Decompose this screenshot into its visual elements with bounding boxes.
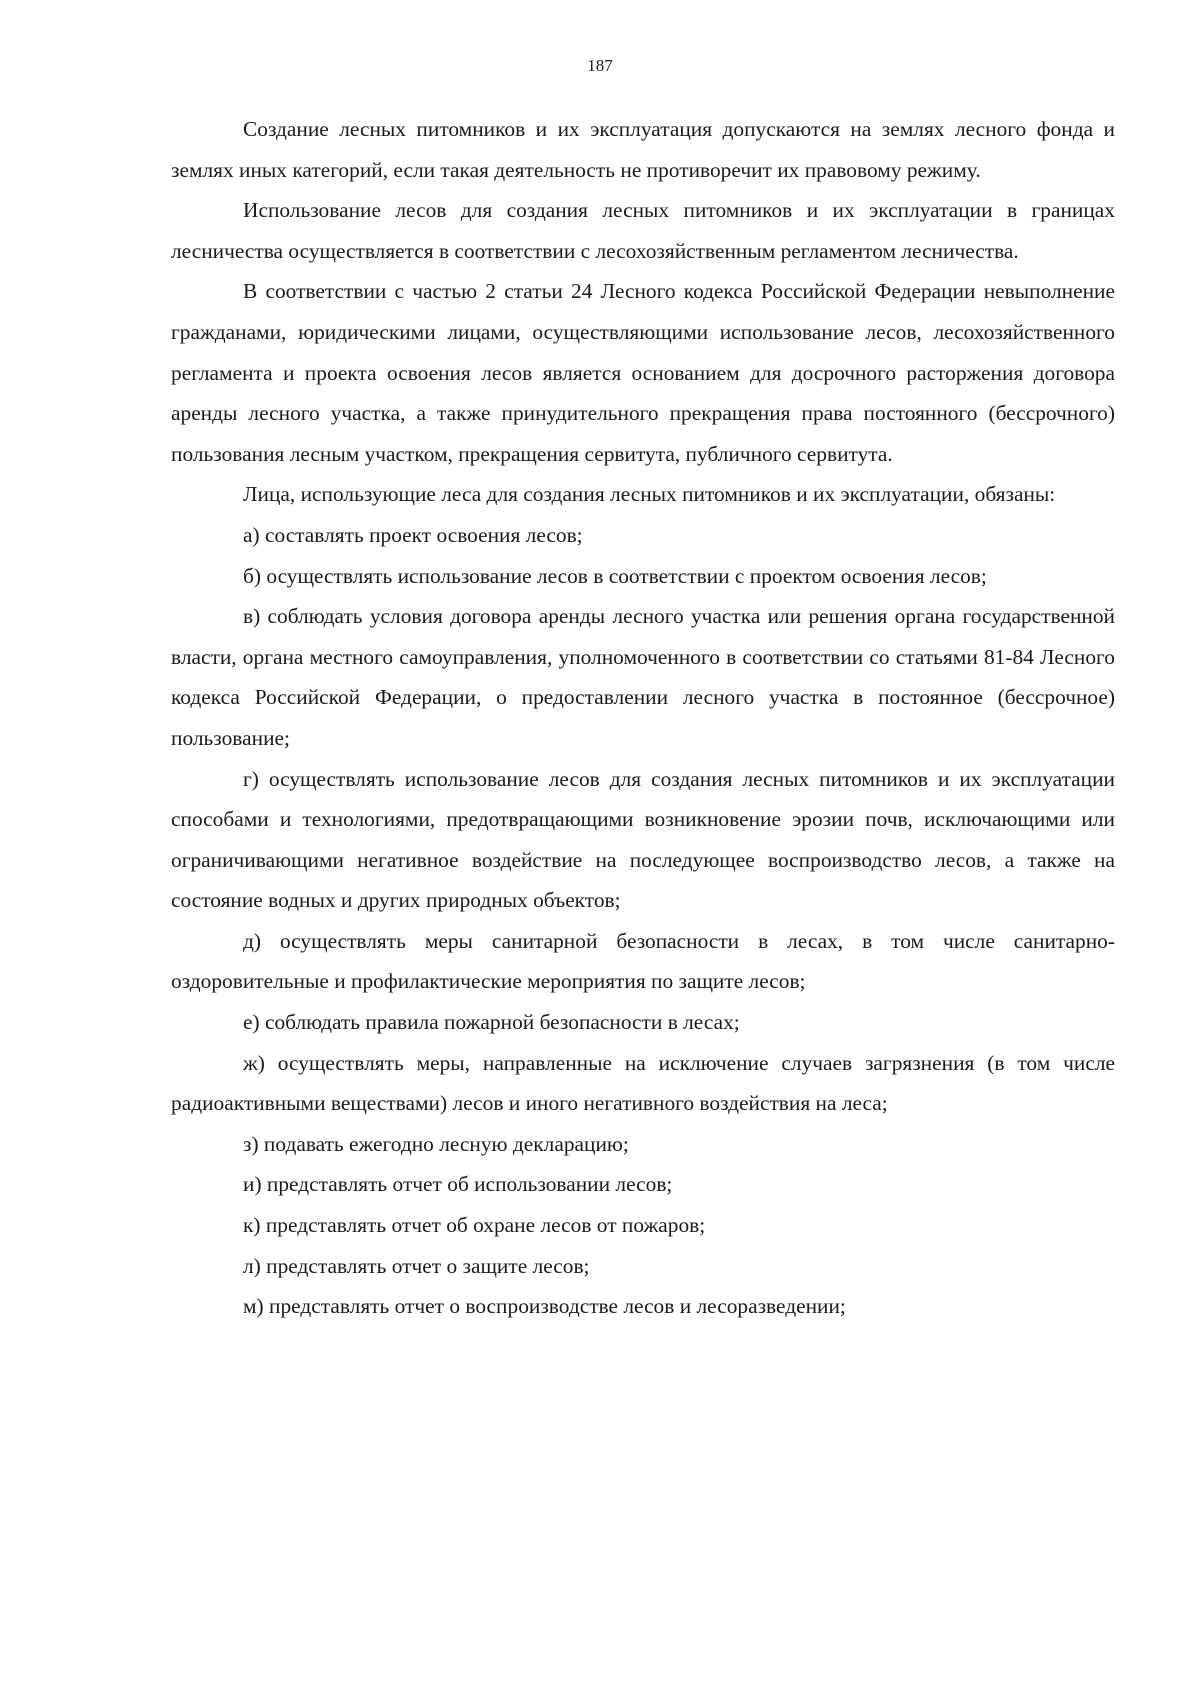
list-item-l: л) представлять отчет о защите лесов; — [243, 1253, 590, 1278]
paragraph-forest-use-regulation: Использование лесов для создания лесных питомников и их эксплуатации в границах лесничества осуществляется в соответствии с лесохозяйственным регламентом лесничества. — [171, 198, 1115, 263]
list-item-b: б) осуществлять использование лесов в соответствии с проектом освоения лесов; — [243, 563, 987, 588]
paragraph-obligations-intro: Лица, использующие леса для создания лесных питомников и их эксплуатации, обязаны: — [243, 482, 1056, 507]
list-item-zh: ж) осуществлять меры, направленные на исключение случаев загрязнения (в том числе радиоактивными веществами) лесов и иного негативного воздействия на леса; — [171, 1050, 1115, 1116]
list-item-k: к) представлять отчет об охране лесов от пожаров; — [243, 1213, 706, 1238]
page-number: 187 — [587, 56, 613, 75]
paragraph-forest-code-article-24: В соответствии с частью 2 статьи 24 Лесного кодекса Российской Федерации невыполнение гражданами, юридическими лицами, осуществляющими использование лесов, лесохозяйственного регламента и проекта освоения лесов является основанием для досрочного расторжения договора аренды лесного участка, а также принудительного прекращения права постоянного (бессрочного) пользования лесным участком, прекращения сервитута, публичного сервитута. — [171, 279, 1115, 466]
list-item-i: и) представлять отчет об использовании лесов; — [243, 1172, 673, 1197]
paragraph-nurseries-allowed: Создание лесных питомников и их эксплуатация допускаются на землях лесного фонда и землях иных категорий, если такая деятельность не противоречит их правовому режиму. — [171, 117, 1115, 182]
list-item-m: м) представлять отчет о воспроизводстве лесов и лесоразведении; — [243, 1294, 846, 1319]
list-item-z: з) подавать ежегодно лесную декларацию; — [243, 1131, 629, 1156]
list-item-d: д) осуществлять меры санитарной безопасности в лесах, в том числе санитарно-оздоровительные и профилактические мероприятия по защите лесов; — [171, 928, 1115, 994]
list-item-a: а) составлять проект освоения лесов; — [243, 522, 583, 547]
list-item-v: в) соблюдать условия договора аренды лесного участка или решения органа государственной власти, органа местного самоуправления, уполномоченного в соответствии со статьями 81-84 Лесного кодекса Российской Федерации, о предоставлении лесного участка в постоянное (бессрочное) пользование; — [171, 604, 1115, 750]
list-item-g: г) осуществлять использование лесов для создания лесных питомников и их эксплуатации способами и технологиями, предотвращающими возникновение эрозии почв, исключающими или ограничивающими негативное воздействие на последующее воспроизводство лесов, а также на состояние водных и других природных объектов; — [171, 766, 1115, 913]
list-item-e: е) соблюдать правила пожарной безопасности в лесах; — [243, 1010, 740, 1035]
document-body — [171, 109, 1115, 1327]
